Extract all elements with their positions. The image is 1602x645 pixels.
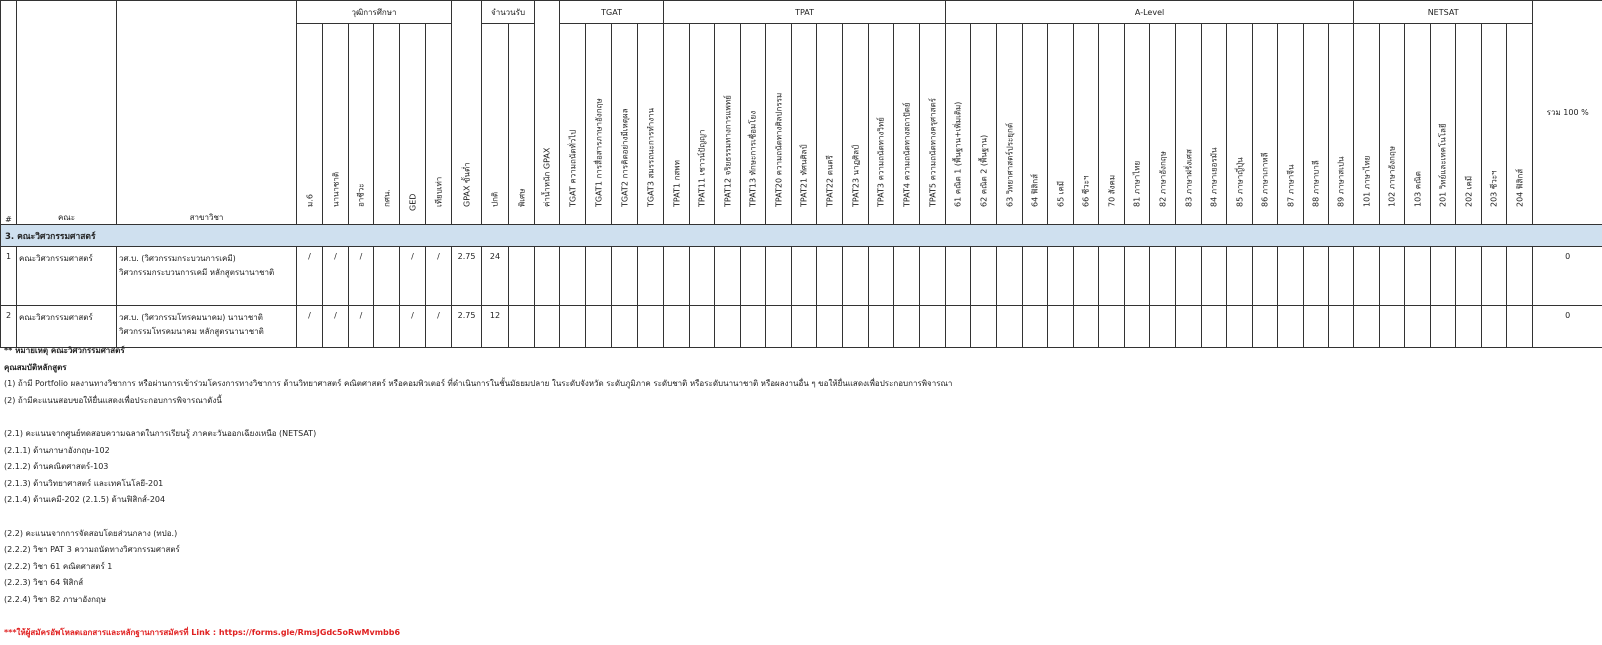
row-score-cell	[1329, 247, 1354, 306]
note-line: (2.1) คะแนนจากศูนย์ทดสอบความฉลาดในการเรียนรู้ ภาคตะวันออกเฉียงเหนือ (NETSAT)	[4, 428, 317, 438]
col-tgat: TGAT3 สมรรถนะการทำงาน	[638, 24, 664, 225]
row-score-cell	[1150, 247, 1176, 306]
section-row	[1, 225, 1602, 247]
row-score-cell	[638, 247, 664, 306]
row-score-cell	[971, 306, 997, 348]
notes-title: ** หมายเหตุ คณะวิศวกรรมศาสตร์	[4, 346, 125, 355]
row-score-cell	[1176, 247, 1202, 306]
col-alevel: 87 ภาษาจีน	[1278, 24, 1304, 225]
col-tpat: TPAT4 ความถนัดทางสถาปัตย์	[894, 24, 920, 225]
row-score-cell	[1482, 247, 1507, 306]
col-alevel: 65 เคมี	[1048, 24, 1074, 225]
notes-subtitle: คุณสมบัติหลักสูตร	[4, 362, 67, 372]
row-score-cell	[1405, 247, 1431, 306]
row-qualification-mark: /	[426, 306, 452, 348]
row-total: 0	[1533, 247, 1602, 306]
col-alevel: 70 สังคม	[1099, 24, 1125, 225]
row-score-cell	[1278, 306, 1304, 348]
row-score-cell	[612, 306, 638, 348]
col-tpat: TPAT13 ทักษะการเชื่อมโยง	[741, 24, 766, 225]
row-qualification-mark: /	[426, 247, 452, 306]
row-score-cell	[664, 247, 690, 306]
col-alevel: 63 วิทยาศาสตร์ประยุกต์	[997, 24, 1023, 225]
col-alevel: 62 คณิต 2 (พื้นฐาน)	[971, 24, 997, 225]
row-score-cell	[1074, 306, 1099, 348]
col-gpax-min: GPAX ขั้นต่ำ	[452, 1, 482, 225]
row-score-cell	[560, 247, 586, 306]
table-row	[1, 247, 1602, 306]
row-score-cell	[1048, 247, 1074, 306]
note-line: (2.1.2) ด้านคณิตศาสตร์-103	[4, 462, 109, 472]
col-alevel: 64 ฟิสิกส์	[1023, 24, 1048, 225]
row-score-cell	[1227, 306, 1253, 348]
row-score-cell	[1456, 306, 1482, 348]
row-score-cell	[586, 306, 612, 348]
row-score-cell	[997, 306, 1023, 348]
col-netsat: 101 ภาษาไทย	[1354, 24, 1380, 225]
row-seats-normal: 12	[482, 306, 509, 348]
row-score-cell	[1405, 306, 1431, 348]
row-score-cell	[1380, 306, 1405, 348]
row-gpax-weight	[535, 306, 560, 348]
col-tpat: TPAT22 ดนตรี	[817, 24, 843, 225]
note-line: (2) ถ้ามีคะแนนสอบขอให้ยื่นแสดงเพื่อประกอบการพิจารณาดังนี้	[4, 395, 222, 405]
row-score-cell	[817, 306, 843, 348]
row-score-cell	[586, 247, 612, 306]
col-tpat: TPAT3 ความถนัดทางวิทย์	[869, 24, 894, 225]
col-qualification: อาชีวะ	[349, 24, 374, 225]
row-score-cell	[1507, 306, 1533, 348]
row-score-cell	[741, 306, 766, 348]
col-tgat: TGAT ความถนัดทั่วไป	[560, 24, 586, 225]
col-qualification: กศน.	[374, 24, 400, 225]
row-score-cell	[1456, 247, 1482, 306]
program-degree: วศ.บ. (วิศวกรรมโทรคมนาคม) นานาชาติ	[119, 313, 263, 322]
row-score-cell	[1354, 247, 1380, 306]
row-program	[117, 306, 297, 348]
row-score-cell	[1431, 306, 1456, 348]
row-score-cell	[792, 247, 817, 306]
col-alevel: 66 ชีวะฯ	[1074, 24, 1099, 225]
note-line: (2.2.4) วิชา 82 ภาษาอังกฤษ	[4, 594, 107, 604]
col-qualification: เทียบเท่า	[426, 24, 452, 225]
row-score-cell	[1253, 247, 1278, 306]
row-score-cell	[1278, 247, 1304, 306]
row-score-cell	[766, 247, 792, 306]
group-tpat: TPAT	[664, 1, 946, 24]
row-seats-special	[509, 306, 535, 348]
col-alevel: 82 ภาษาอังกฤษ	[1150, 24, 1176, 225]
program-name: วิศวกรรมกระบวนการเคมี หลักสูตรนานาชาติ	[119, 268, 275, 277]
col-tpat: TPAT5 ความถนัดทางครุศาสตร์	[920, 24, 946, 225]
col-netsat: 204 ฟิสิกส์	[1507, 24, 1533, 225]
row-gpax-min: 2.75	[452, 247, 482, 306]
row-score-cell	[1304, 247, 1329, 306]
col-netsat: 201 วิทย์และเทคโนโลยี	[1431, 24, 1456, 225]
col-qualification: GED	[400, 24, 426, 225]
col-seats: ปกติ	[482, 24, 509, 225]
row-seats-normal: 24	[482, 247, 509, 306]
row-score-cell	[766, 306, 792, 348]
row-qualification-mark: /	[349, 306, 374, 348]
upload-link[interactable]: ***ให้ผู้สมัครอัพโหลดเอกสารและหลักฐานการสมัครที่ Link : https://forms.gle/RmsJGdc5oRwMvmbb6	[4, 628, 401, 638]
row-score-cell	[1125, 247, 1150, 306]
col-gpax-weight: ค่าน้ำหนัก GPAX	[535, 1, 560, 225]
row-score-cell	[971, 247, 997, 306]
row-index: 2	[1, 306, 17, 348]
row-score-cell	[920, 247, 946, 306]
group-tgat: TGAT	[560, 1, 664, 24]
col-alevel: 61 คณิต 1 (พื้นฐาน+เพิ่มเติม)	[946, 24, 971, 225]
row-score-cell	[1202, 306, 1227, 348]
col-tpat: TPAT12 จริยธรรมทางการแพทย์	[715, 24, 741, 225]
col-alevel: 88 ภาษาบาลี	[1304, 24, 1329, 225]
col-index: #	[1, 1, 17, 225]
row-score-cell	[1202, 247, 1227, 306]
col-netsat: 202 เคมี	[1456, 24, 1482, 225]
col-tgat: TGAT2 การคิดอย่างมีเหตุผล	[612, 24, 638, 225]
row-gpax-min: 2.75	[452, 306, 482, 348]
col-tpat: TPAT1 กสพท	[664, 24, 690, 225]
row-score-cell	[1048, 306, 1074, 348]
col-alevel: 89 ภาษาสเปน	[1329, 24, 1354, 225]
row-score-cell	[1431, 247, 1456, 306]
col-total: รวม 100 %	[1533, 1, 1602, 225]
row-score-cell	[1253, 306, 1278, 348]
row-score-cell	[946, 306, 971, 348]
col-alevel: 83 ภาษาฝรั่งเศส	[1176, 24, 1202, 225]
row-qualification-mark: /	[323, 306, 349, 348]
row-score-cell	[792, 306, 817, 348]
col-netsat: 203 ชีวะฯ	[1482, 24, 1507, 225]
row-score-cell	[869, 306, 894, 348]
col-program: สาขาวิชา	[117, 1, 297, 225]
row-score-cell	[1354, 306, 1380, 348]
row-score-cell	[715, 306, 741, 348]
row-qualification-mark: /	[297, 306, 323, 348]
table-row	[1, 306, 1602, 348]
row-score-cell	[920, 306, 946, 348]
row-score-cell	[1380, 247, 1405, 306]
row-score-cell	[638, 306, 664, 348]
row-score-cell	[664, 306, 690, 348]
col-faculty: คณะ	[17, 1, 117, 225]
group-qualification: วุฒิการศึกษา	[297, 1, 452, 24]
row-score-cell	[612, 247, 638, 306]
row-score-cell	[1125, 306, 1150, 348]
row-score-cell	[1482, 306, 1507, 348]
note-line: (2.1.1) ด้านภาษาอังกฤษ-102	[4, 445, 110, 455]
col-tpat: TPAT20 ความถนัดทางศิลปกรรม	[766, 24, 792, 225]
row-total: 0	[1533, 306, 1602, 348]
row-score-cell	[690, 247, 715, 306]
row-score-cell	[690, 306, 715, 348]
row-program	[117, 247, 297, 306]
row-score-cell	[1074, 247, 1099, 306]
row-score-cell	[741, 247, 766, 306]
col-alevel: 84 ภาษาเยอรมัน	[1202, 24, 1227, 225]
row-score-cell	[894, 306, 920, 348]
row-score-cell	[1023, 247, 1048, 306]
row-score-cell	[1023, 306, 1048, 348]
col-alevel: 86 ภาษาเกาหลี	[1253, 24, 1278, 225]
note-line: (2.2.2) วิชา PAT 3 ความถนัดทางวิศวกรรมศาสตร์	[4, 545, 180, 555]
note-line: (2.2) คะแนนจากการจัดสอบโดยส่วนกลาง (ทปอ.)	[4, 528, 178, 538]
section-title: 3. คณะวิศวกรรมศาสตร์	[1, 225, 1602, 247]
note-line: (2.1.3) ด้านวิทยาศาสตร์ และเทคโนโลยี-201	[4, 478, 164, 488]
row-qualification-mark: /	[349, 247, 374, 306]
row-score-cell	[843, 306, 869, 348]
row-qualification-mark	[374, 306, 400, 348]
notes-block	[4, 343, 1594, 642]
row-score-cell	[1329, 306, 1354, 348]
program-name: วิศวกรรมโทรคมนาคม หลักสูตรนานาชาติ	[119, 327, 264, 336]
group-seats: จำนวนรับ	[482, 1, 535, 24]
group-netsat: NETSAT	[1354, 1, 1533, 24]
row-index: 1	[1, 247, 17, 306]
row-qualification-mark	[374, 247, 400, 306]
row-score-cell	[894, 247, 920, 306]
row-faculty: คณะวิศวกรรมศาสตร์	[17, 306, 117, 348]
row-faculty: คณะวิศวกรรมศาสตร์	[17, 247, 117, 306]
col-netsat: 102 ภาษาอังกฤษ	[1380, 24, 1405, 225]
col-tpat: TPAT11 เชาวน์ปัญญา	[690, 24, 715, 225]
row-score-cell	[843, 247, 869, 306]
col-qualification: ม.6	[297, 24, 323, 225]
row-score-cell	[869, 247, 894, 306]
note-line: (2.1.4) ด้านเคมี-202 (2.1.5) ด้านฟิสิกส์-204	[4, 495, 166, 505]
row-score-cell	[1099, 247, 1125, 306]
row-score-cell	[560, 306, 586, 348]
row-seats-special	[509, 247, 535, 306]
note-line: (2.2.2) วิชา 61 คณิตศาสตร์ 1	[4, 561, 113, 571]
row-score-cell	[997, 247, 1023, 306]
row-score-cell	[1304, 306, 1329, 348]
col-alevel: 81 ภาษาไทย	[1125, 24, 1150, 225]
col-seats: พิเศษ	[509, 24, 535, 225]
col-qualification: นานาชาติ	[323, 24, 349, 225]
program-degree: วศ.บ. (วิศวกรรมกระบวนการเคมี)	[119, 254, 236, 263]
col-tgat: TGAT1 การสื่อสารภาษาอังกฤษ	[586, 24, 612, 225]
row-score-cell	[817, 247, 843, 306]
row-score-cell	[1176, 306, 1202, 348]
col-tpat: TPAT21 ทัศนศิลป์	[792, 24, 817, 225]
col-alevel: 85 ภาษาญี่ปุ่น	[1227, 24, 1253, 225]
row-qualification-mark: /	[400, 306, 426, 348]
col-netsat: 103 คณิต	[1405, 24, 1431, 225]
row-score-cell	[946, 247, 971, 306]
row-score-cell	[1227, 247, 1253, 306]
row-score-cell	[1099, 306, 1125, 348]
group-alevel: A-Level	[946, 1, 1354, 24]
note-line: (1) ถ้ามี Portfolio ผลงานทางวิชาการ หรือผ่านการเข้าร่วมโครงการทางวิชาการ ด้านวิทยาศาสตร์ คณิตศาสตร์ หรือคอมพิวเตอร์ ที่ดำเนินการในชั้นมัธยมปลาย ในระดับจังหวัด ระดับภูมิภาค ระดับชาติ หรือระดับนานาชาติ หรือผลงานอื่น ๆ ขอให้ยื่นแสดงเพื่อประกอบการพิจารณา	[4, 379, 953, 389]
row-gpax-weight	[535, 247, 560, 306]
note-line: (2.2.3) วิชา 64 ฟิสิกส์	[4, 578, 84, 588]
row-score-cell	[1150, 306, 1176, 348]
row-qualification-mark: /	[297, 247, 323, 306]
row-qualification-mark: /	[400, 247, 426, 306]
row-score-cell	[1507, 247, 1533, 306]
row-qualification-mark: /	[323, 247, 349, 306]
col-tpat: TPAT23 นาฏศิลป์	[843, 24, 869, 225]
row-score-cell	[715, 247, 741, 306]
